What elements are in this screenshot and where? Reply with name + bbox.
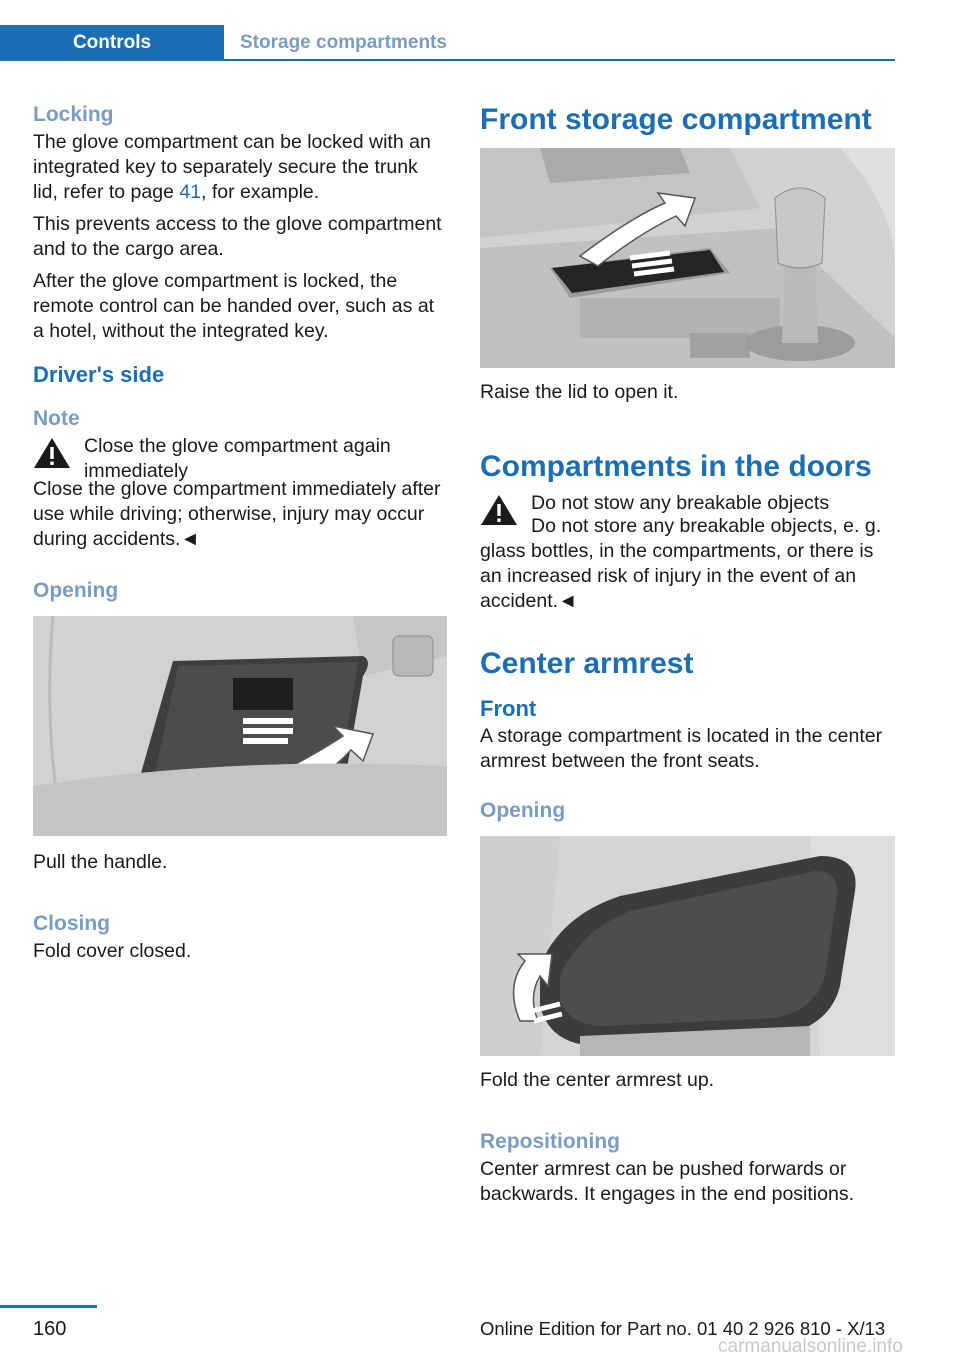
front-caption: Raise the lid to open it. (480, 381, 679, 403)
front-sub-text: A storage compartment is located in the center armrest between the front seats. (480, 725, 883, 772)
drivers-side-heading: Driver's side (33, 362, 165, 387)
header-rule (224, 59, 895, 61)
locking-paragraph-2: This prevents access to the glove compartment and to the cargo area. (33, 213, 442, 260)
front-storage-image (480, 148, 895, 368)
tab-controls[interactable]: Controls (0, 25, 224, 61)
doors-heading: Compartments in the doors (480, 450, 872, 483)
front-subheading: Front (480, 696, 537, 721)
repositioning-text: Center armrest can be pushed forwards or backwards. It engages in the end positions. (480, 1158, 854, 1205)
footer-edition: Online Edition for Part no. 01 40 2 926 810 - X/13 (480, 1318, 886, 1339)
note-heading: Note (33, 407, 80, 430)
locking-text-a: The glove compartment can be locked with an integrated key to separately secure the trunk lid, refer to page (33, 131, 431, 203)
glove-compartment-image (33, 616, 447, 836)
warning-icon (480, 493, 518, 527)
page-number: 160 (33, 1318, 67, 1340)
repositioning-heading: Repositioning (480, 1130, 620, 1153)
locking-paragraph-1 (33, 130, 447, 205)
page-header (0, 25, 895, 61)
locking-heading: Locking (33, 103, 114, 126)
closing-heading: Closing (33, 912, 110, 935)
front-storage-heading: Front storage compartment (480, 103, 872, 136)
doors-warning-body: Do not store any breakable objects, e. g. glass bottles, in the compartments, or there is an increased risk of injury in the event of an accident.◄ (480, 515, 882, 612)
warning-icon (33, 436, 71, 470)
note-warning-title: Close the glove compartment again immediately (84, 435, 391, 482)
opening-caption: Pull the handle. (33, 851, 168, 873)
armrest-opening-heading: Opening (480, 799, 566, 822)
locking-text-b: , for example. (201, 181, 320, 203)
footer-rule (0, 1305, 97, 1308)
locking-paragraph-3: After the glove compartment is locked, the remote control can be handed over, such as at a hotel, without the integrated key. (33, 270, 435, 342)
tab-section-title[interactable]: Storage compartments (240, 32, 447, 53)
doors-warning (480, 491, 895, 539)
closing-text: Fold cover closed. (33, 940, 192, 962)
armrest-caption: Fold the center armrest up. (480, 1069, 715, 1091)
opening-heading: Opening (33, 579, 119, 602)
right-column (480, 100, 895, 1207)
note-warning-body: Close the glove compartment immediately after use while driving; otherwise, injury may occur during accidents.◄ (33, 478, 441, 550)
watermark: carmanualsonline.info (718, 1336, 903, 1357)
left-column (33, 100, 447, 964)
page-link[interactable]: 41 (179, 181, 202, 203)
center-armrest-heading: Center armrest (480, 647, 694, 680)
note-warning (33, 434, 447, 484)
armrest-image (480, 836, 895, 1056)
doors-warning-title: Do not stow any breakable objects (531, 492, 830, 514)
